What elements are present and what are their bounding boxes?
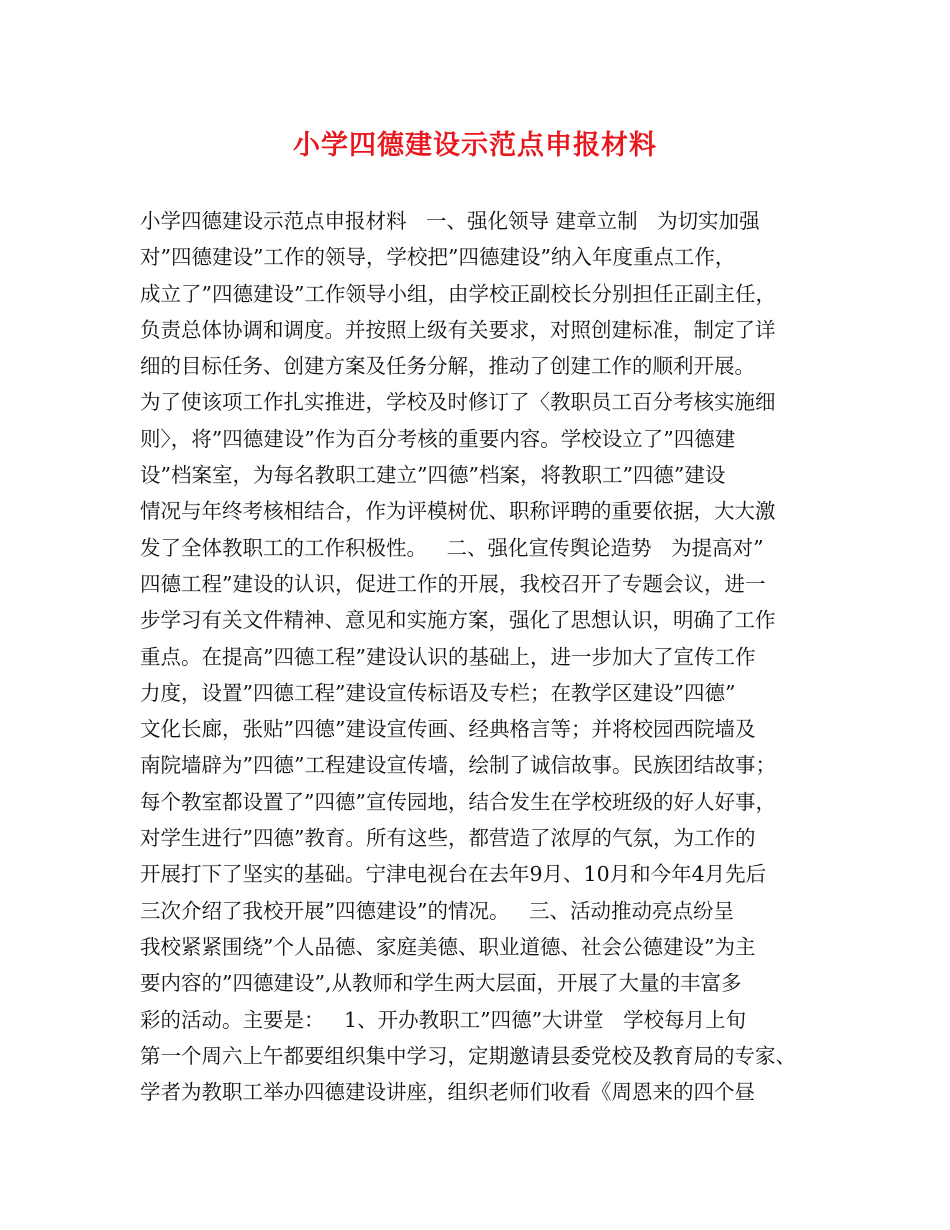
body-line: 细的目标任务、创建方案及任务分解，推动了创建工作的顺利开展。 — [140, 354, 755, 379]
body-line: 负责总体协调和调度。并按照上级有关要求，对照创建标准，制定了详 — [140, 317, 776, 342]
body-line: 步学习有关文件精神、意见和实施方案，强化了思想认识，明确了工作 — [140, 608, 776, 633]
body-line: 每个教室都设置了”四德”宣传园地，结合发生在学校班级的好人好事， — [140, 789, 776, 814]
body-line: 设”档案室，为每名教职工建立”四德”档案，将教职工”四德”建设 — [140, 463, 726, 488]
body-line: 则〉，将”四德建设”作为百分考核的重要内容。学校设立了”四德建 — [140, 426, 736, 451]
body-line: 开展打下了坚实的基础。宁津电视台在去年9月、10月和今年4月先后 — [140, 862, 767, 887]
body-line: 重点。在提高”四德工程”建设认识的基础上，进一步加大了宣传工作 — [140, 644, 756, 669]
body-line: 力度，设置”四德工程”建设宣传标语及专栏；在教学区建设”四德” — [140, 680, 736, 705]
body-line: 小学四德建设示范点申报材料 一、强化领导 建章立制 为切实加强 — [140, 209, 760, 233]
body-line: 第一个周六上午都要组织集中学习，定期邀请县委党校及教育局的专家、 — [140, 1043, 796, 1068]
body-line: 我校紧紧围绕”个人品德、家庭美德、职业道德、社会公德建设”为主 — [140, 934, 756, 959]
body-line: 学者为教职工举办四德建设讲座，组织老师们收看《周恩来的四个昼 — [140, 1080, 755, 1105]
document-body — [140, 203, 840, 1110]
body-line: 成立了”四德建设”工作领导小组，由学校正副校长分别担任正副主任， — [140, 281, 776, 306]
body-line: 对学生进行”四德”教育。所有这些，都营造了浓厚的气氛，为工作的 — [140, 826, 756, 851]
body-line: 文化长廊，张贴”四德”建设宣传画、经典格言等；并将校园西院墙及 — [140, 717, 756, 742]
body-line: 情况与年终考核相结合，作为评模树优、职称评聘的重要依据，大大激 — [140, 499, 776, 524]
body-line: 三次介绍了我校开展”四德建设”的情况。 三、活动推动亮点纷呈 — [140, 898, 735, 923]
document-title: 小学四德建设示范点申报材料 — [293, 130, 657, 161]
body-line: 要内容的”四德建设”,从教师和学生两大层面，开展了大量的丰富多 — [140, 971, 742, 996]
body-line: 南院墙辟为”四德”工程建设宣传墙，绘制了诚信故事。民族团结故事； — [140, 753, 776, 778]
body-line: 彩的活动。主要是： 1、开办教职工”四德”大讲堂 学校每月上旬 — [140, 1007, 747, 1032]
body-line: 对”四德建设”工作的领导，学校把”四德建设”纳入年度重点工作， — [140, 245, 736, 270]
body-line: 四德工程”建设的认识，促进工作的开展，我校召开了专题会议，进一 — [140, 571, 766, 596]
body-line: 为了使该项工作扎实推进，学校及时修订了〈教职员工百分考核实施细 — [140, 390, 776, 415]
body-line: 发了全体教职工的工作积极性。 二、强化宣传舆论造势 为提高对” — [140, 535, 764, 560]
